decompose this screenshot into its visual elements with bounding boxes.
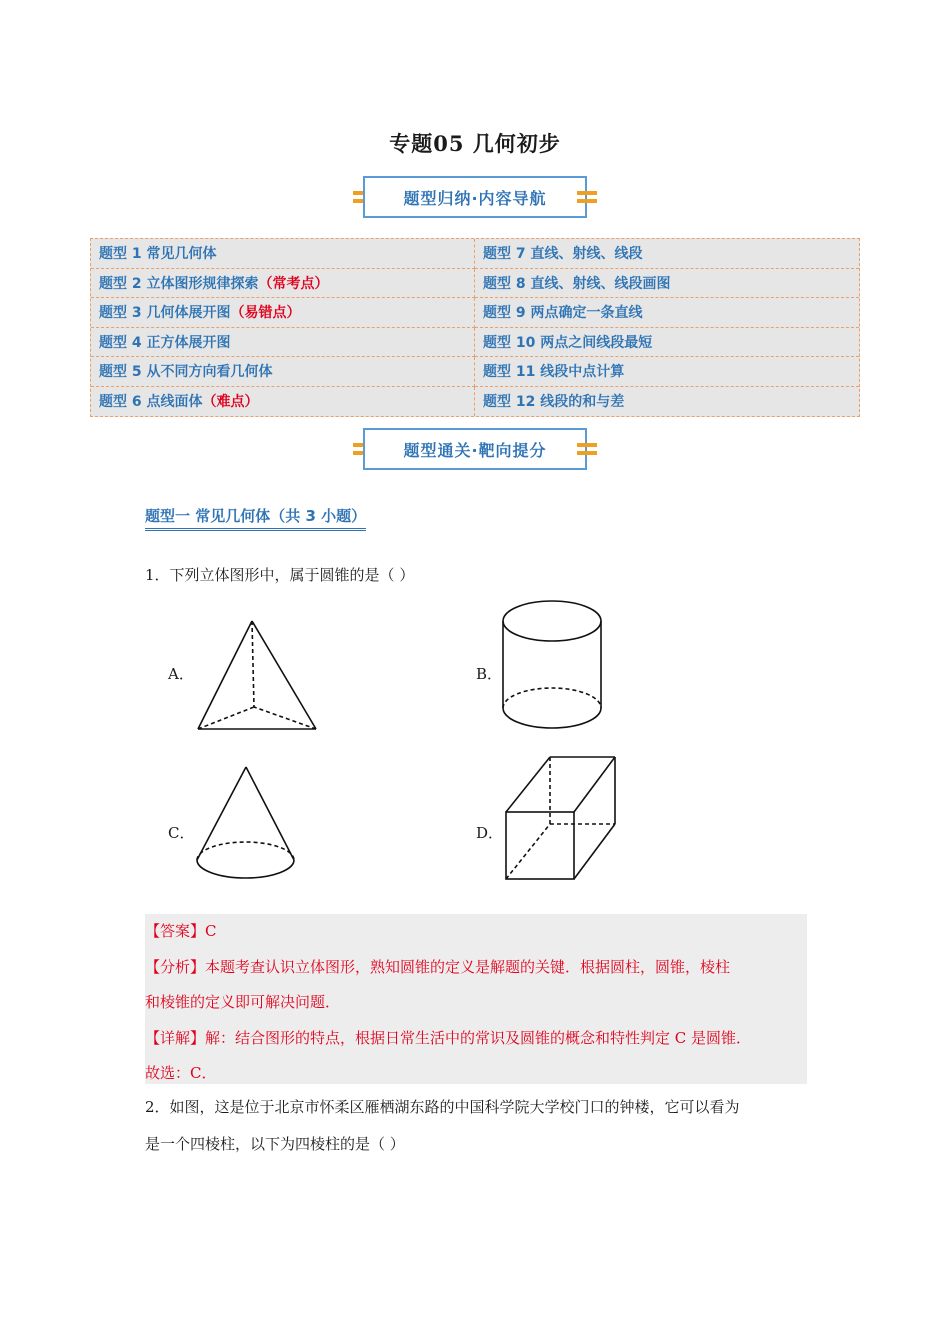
topic-table	[90, 238, 860, 417]
analysis-line: 【分析】本题考查认识立体图形，熟知圆锥的定义是解题的关键．根据圆柱，圆锥，棱柱	[145, 957, 731, 976]
answer-box	[145, 914, 807, 1084]
analysis-line: 和棱锥的定义即可解决问题．	[145, 993, 341, 1011]
option-d-label: D．	[476, 824, 504, 842]
banner-content-navigation	[350, 176, 600, 218]
detail-line: 【详解】解：结合图形的特点，根据日常生活中的常识及圆锥的概念和特性判定 C 是圆锥．	[145, 1028, 752, 1047]
option-a-label: A．	[168, 665, 194, 683]
question-1-stem: 1．下列立体图形中，属于圆锥的是（ ）	[145, 566, 415, 584]
toc-item-10[interactable]: 题型 10 两点之间线段最短	[475, 328, 859, 358]
toc-item-8[interactable]: 题型 8 直线、射线、线段画图	[475, 269, 859, 299]
toc-item-7[interactable]: 题型 7 直线、射线、线段	[475, 239, 859, 269]
equals-decoration-icon	[577, 441, 597, 457]
answer-line: 【答案】C	[145, 922, 217, 940]
banner-label: 题型通关·靶向提分	[363, 428, 587, 470]
toc-item-3[interactable]: 题型 3 几何体展开图 （易错点）	[91, 298, 475, 328]
page-title: 专题05 几何初步	[389, 131, 561, 156]
option-b-label: B．	[476, 665, 503, 683]
toc-item-5[interactable]: 题型 5 从不同方向看几何体	[91, 357, 475, 387]
prism-figure	[500, 752, 620, 884]
equals-decoration-icon	[577, 189, 597, 205]
toc-item-9[interactable]: 题型 9 两点确定一条直线	[475, 298, 859, 328]
cylinder-figure	[500, 598, 605, 733]
toc-item-11[interactable]: 题型 11 线段中点计算	[475, 357, 859, 387]
toc-item-4[interactable]: 题型 4 正方体展开图	[91, 328, 475, 358]
pyramid-figure	[190, 615, 325, 735]
toc-item-6[interactable]: 题型 6 点线面体 （难点）	[91, 387, 475, 417]
section-heading: 题型一 常见几何体（共 3 小题）	[145, 505, 366, 531]
toc-item-1[interactable]: 题型 1 常见几何体	[91, 239, 475, 269]
cone-figure	[192, 763, 302, 883]
banner-label: 题型归纳·内容导航	[363, 176, 587, 218]
detail-line: 故选：C．	[145, 1064, 217, 1082]
question-2-stem: 2．如图，这是位于北京市怀柔区雁栖湖东路的中国科学院大学校门口的钟楼，它可以看为	[145, 1098, 740, 1116]
banner-practice	[350, 428, 600, 470]
question-2-stem: 是一个四棱柱，以下为四棱柱的是（ ）	[145, 1135, 405, 1153]
option-c-label: C．	[168, 824, 195, 842]
toc-item-2[interactable]: 题型 2 立体图形规律探索 （常考点）	[91, 269, 475, 299]
toc-item-12[interactable]: 题型 12 线段的和与差	[483, 394, 625, 411]
